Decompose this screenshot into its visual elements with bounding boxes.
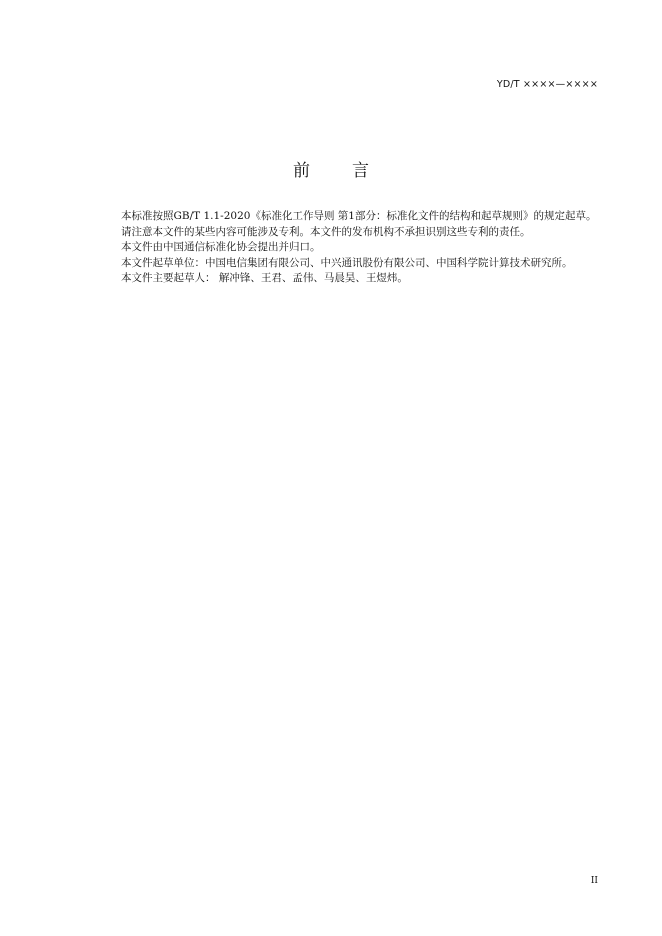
foreword-body (101, 209, 601, 287)
paragraph-proposed-by: 本文件由中国通信标准化协会提出并归口。 (121, 241, 321, 254)
paragraph-patent-notice: 请注意本文件的某些内容可能涉及专利。本文件的发布机构不承担识别这些专利的责任。 (121, 225, 531, 238)
title-char-2: 言 (352, 161, 369, 181)
page-number: II (590, 876, 598, 886)
paragraph-drafting-rules: 本标准按照GB/T 1.1-2020《标准化工作导则 第1部分：标准化文件的结构和起草规则》的规定起草。 (121, 210, 597, 222)
standard-code-header: YD/T ××××—×××× (496, 79, 598, 90)
title-char-1: 前 (293, 161, 310, 181)
page-title (0, 156, 662, 181)
paragraph-main-drafters: 本文件主要起草人： 解冲锋、王君、孟伟、马晨昊、王煜炜。 (121, 272, 408, 285)
paragraph-drafting-units: 本文件起草单位：中国电信集团有限公司、中兴通讯股份有限公司、中国科学院计算技术研究所。 (121, 256, 573, 269)
